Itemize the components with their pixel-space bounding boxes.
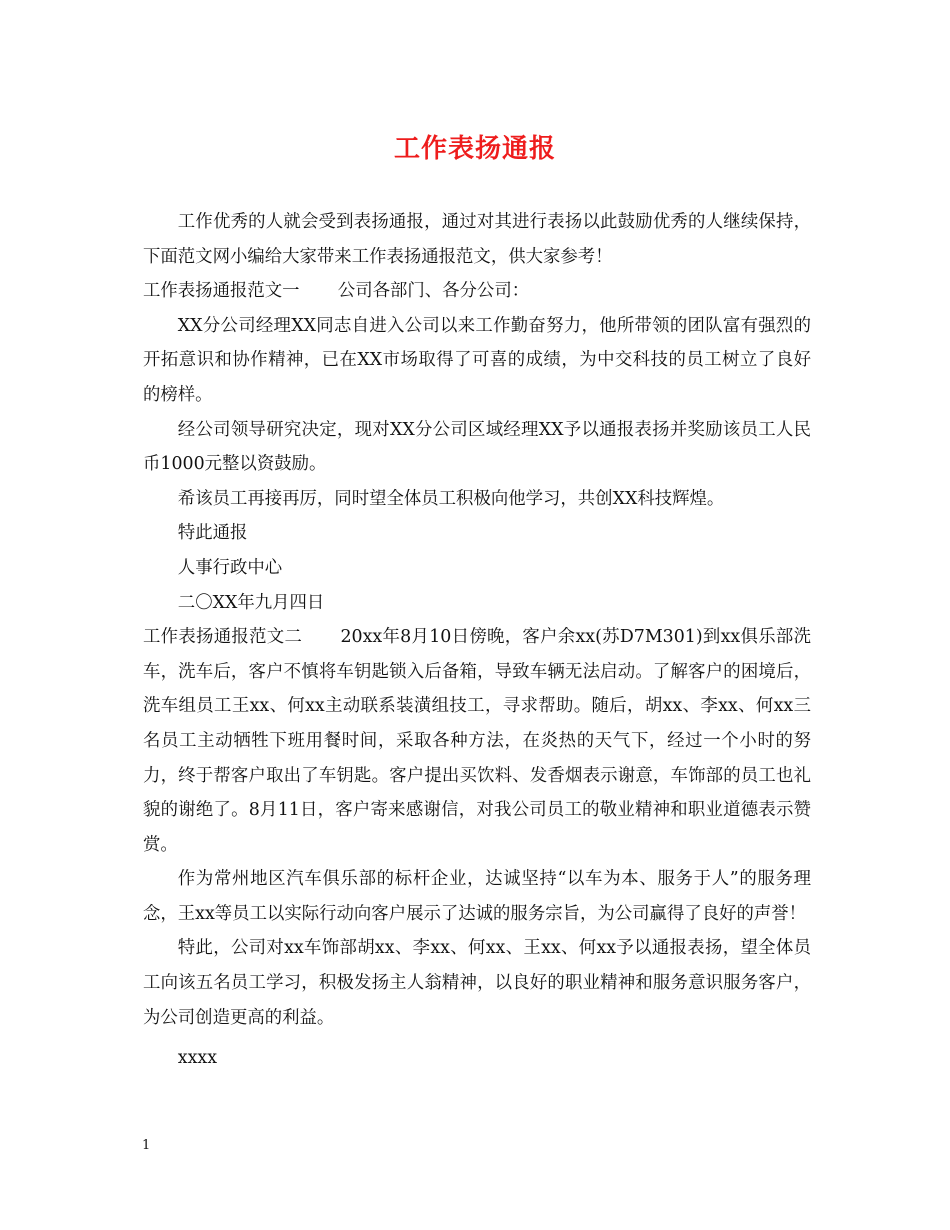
sample1-paragraph: 希该员工再接再厉，同时望全体员工积极向他学习，共创XX科技辉煌。 xyxy=(177,488,725,509)
sample1-closing: 特此通报 xyxy=(177,523,248,544)
sample2-first-paragraph xyxy=(143,620,811,862)
page-title: 工作表扬通报 xyxy=(393,134,556,164)
sample2-first-text: 20xx年8月10日傍晚，客户余xx(苏D7M301)到xx俱乐部洗车，洗车后，客户不慎将车钥匙锁入后备箱，导致车辆无法启动。了解客户的困境后，洗车组员工王xx、何xx主动联系装潢组技工，寻求帮助。随后，胡xx、李xx、何xx三名员工主动牺牲下班用餐时间，采取各种方法，在炎热的天气下，经过一个小时的努力，终于帮客户取出了车钥匙。客户提出买饮料、发香烟表示谢意，车饰部的员工也礼貌的谢绝了。8月11日，客户寄来感谢信，对我公司员工的敬业精神和职业道德表示赞赏。 xyxy=(143,627,811,855)
sample1-date: 二〇XX年九月四日 xyxy=(177,592,325,613)
sample1-heading: 工作表扬通报范文一 xyxy=(143,281,300,302)
sample2-heading: 工作表扬通报范文二 xyxy=(143,627,303,648)
sample1-paragraph: 经公司领导研究决定，现对XX分公司区域经理XX予以通报表扬并奖励该员工人民币1000元整以资鼓励。 xyxy=(143,419,811,475)
intro-paragraph: 工作优秀的人就会受到表扬通报，通过对其进行表扬以此鼓励优秀的人继续保持，下面范文网小编给大家带来工作表扬通报范文，供大家参考！ xyxy=(143,212,811,267)
sample1-paragraph: XX分公司经理XX同志自进入公司以来工作勤奋努力，他所带领的团队富有强烈的开拓意识和协作精神，已在XX市场取得了可喜的成绩，为中交科技的员工树立了良好的榜样。 xyxy=(143,315,811,405)
sample2-signoff: xxxx xyxy=(177,1048,218,1069)
sample2-paragraph: 特此，公司对xx车饰部胡xx、李xx、何xx、王xx、何xx予以通报表扬，望全体员工向该五名员工学习，积极发扬主人翁精神，以良好的职业精神和服务意识服务客户，为公司创造更高的利益。 xyxy=(143,938,811,1028)
document-body xyxy=(143,205,811,1076)
sample1-signature: 人事行政中心 xyxy=(177,557,283,578)
page-number: 1 xyxy=(142,1138,151,1153)
sample2-paragraph: 作为常州地区汽车俱乐部的标杆企业，达诚坚持“以车为本、服务于人”的服务理念，王xx等员工以实际行动向客户展示了达诚的服务宗旨，为公司赢得了良好的声誉！ xyxy=(143,869,811,924)
sample1-heading-line xyxy=(143,274,811,309)
sample1-addressee: 公司各部门、各分公司： xyxy=(337,281,530,302)
